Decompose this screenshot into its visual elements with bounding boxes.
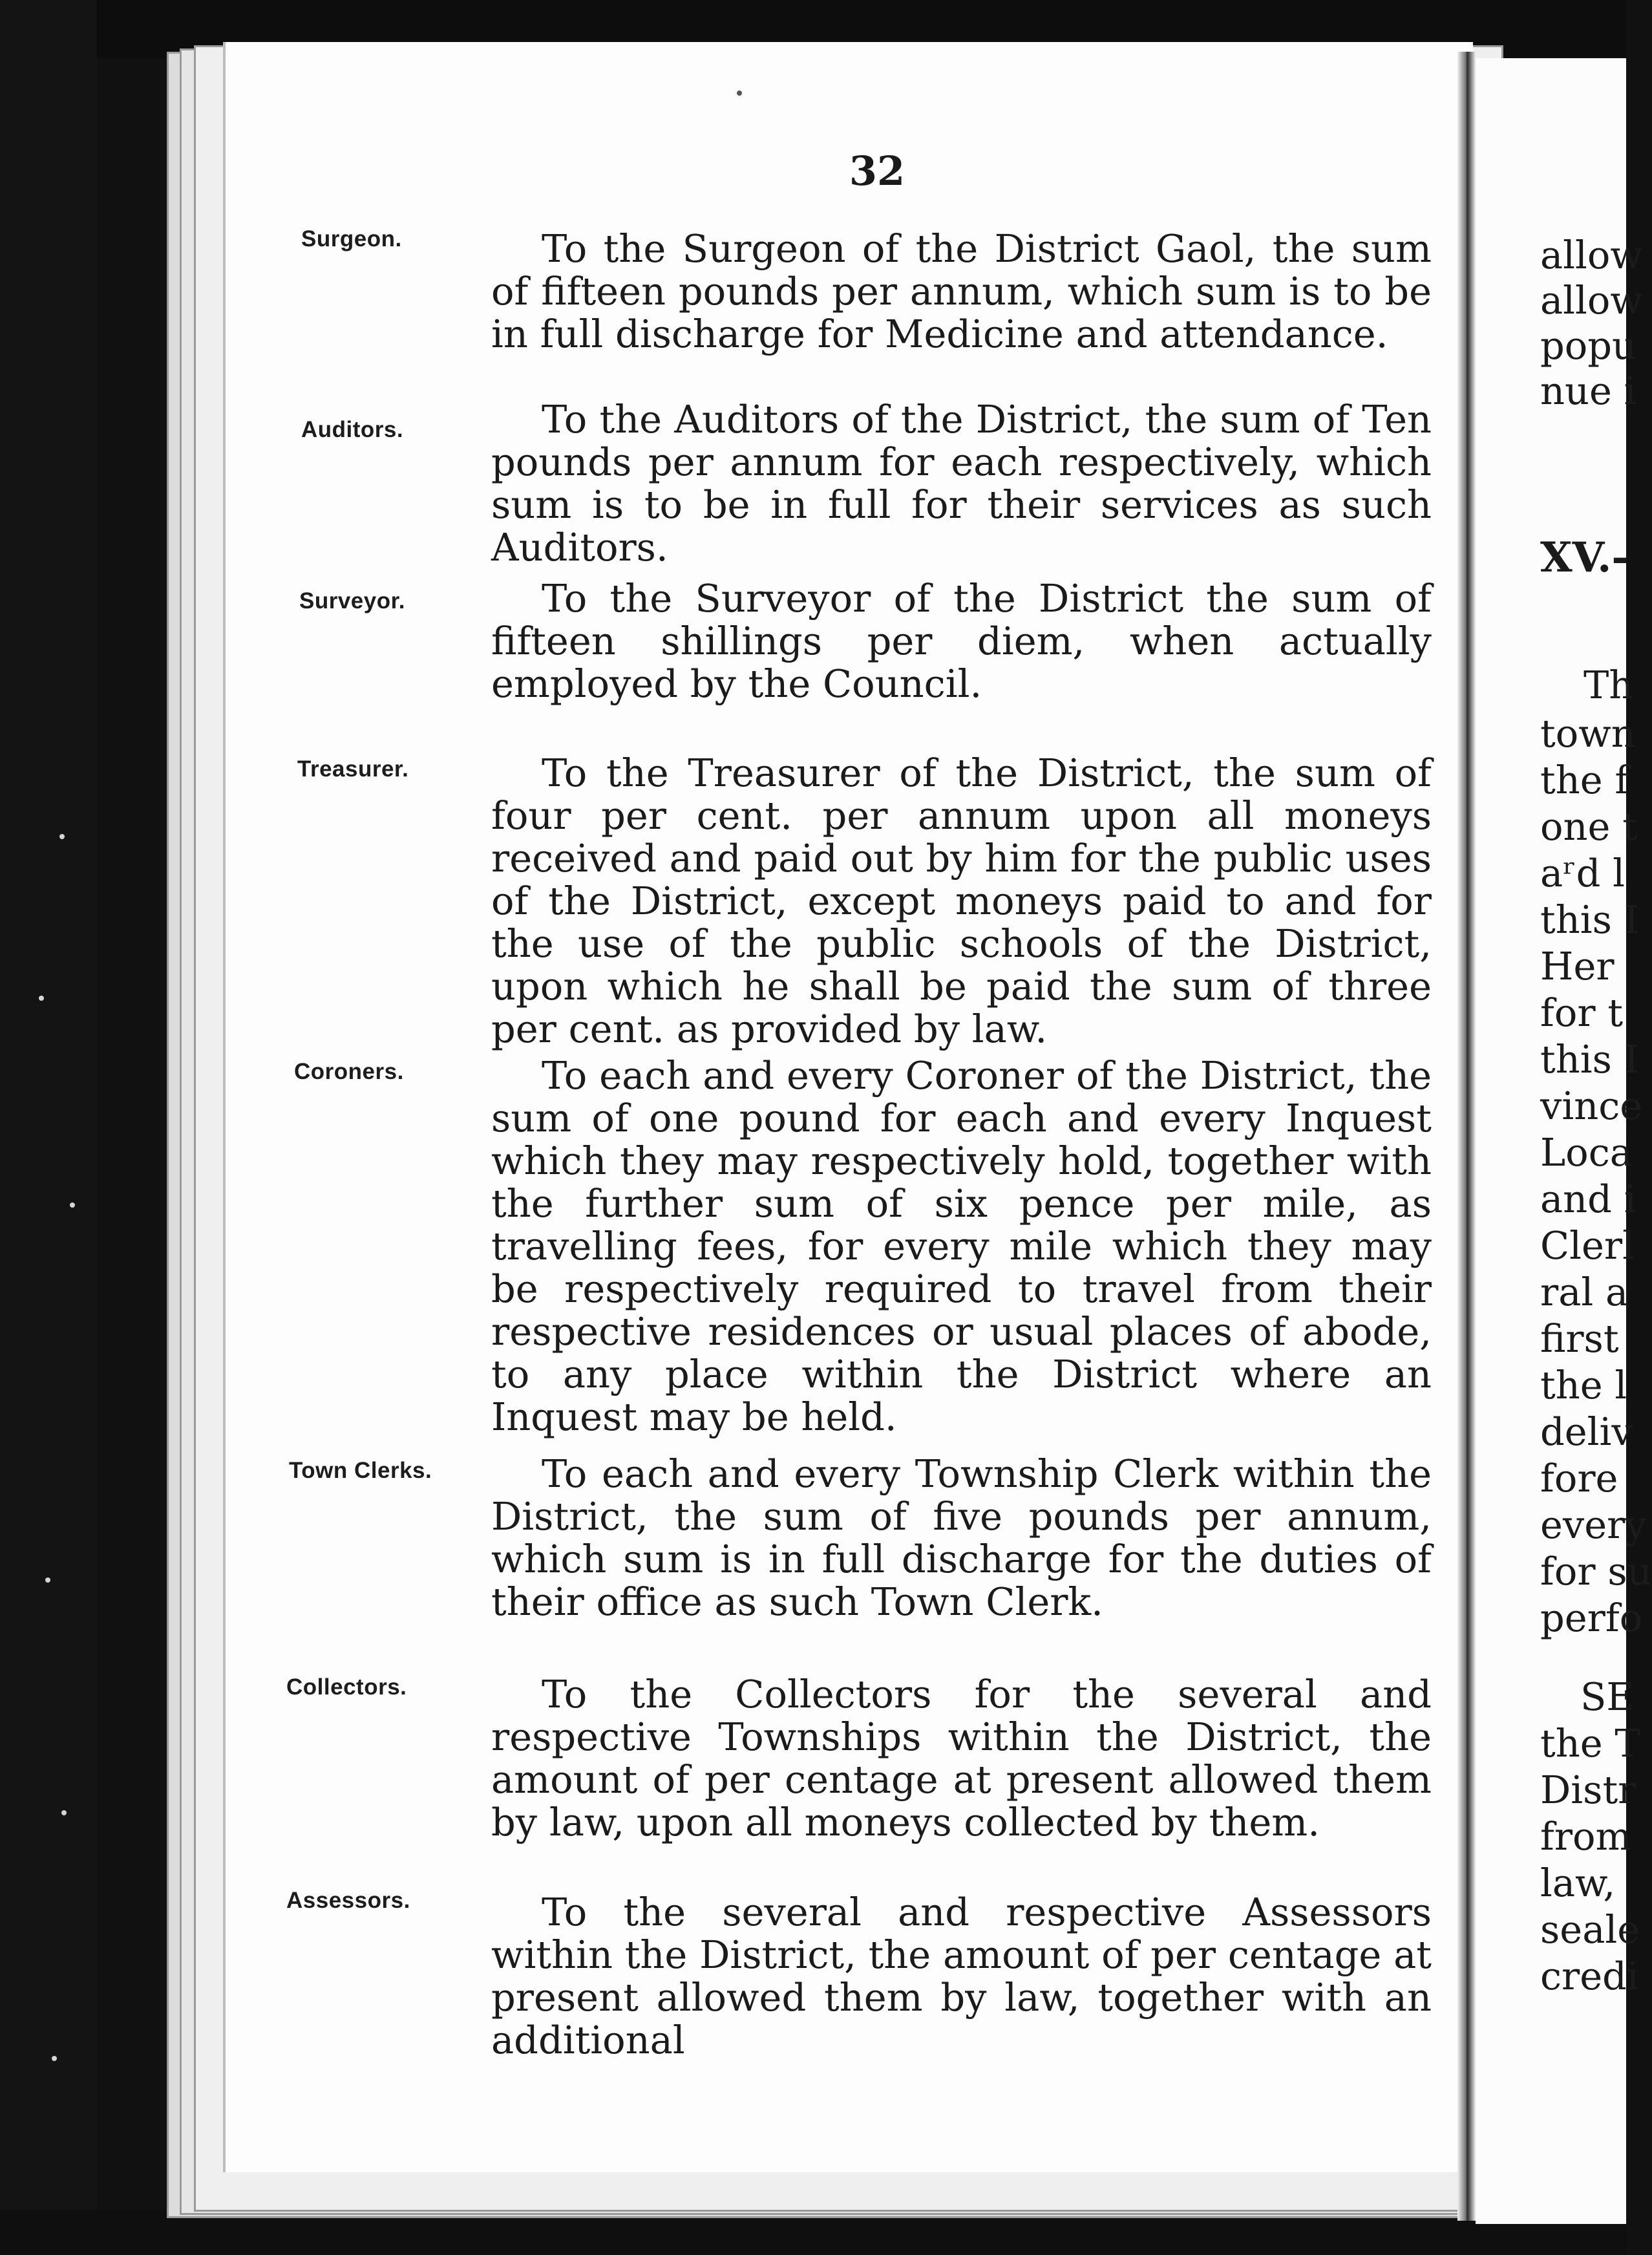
paragraph-assessors: To the several and respective Assessors within the District, the amount of per centage at present allowed them by law, together with an additional [491,1890,1432,2062]
facing-page-line: Th [1583,663,1634,707]
facing-page-line: Clerl [1540,1223,1635,1268]
scan-speck [737,91,742,96]
margin-note-collectors: Collectors. [286,1674,407,1700]
paragraph-town-clerks: To each and every Township Clerk within the District, the sum of five pounds per annum, which sum is in full discharge for the duties of their office as such Town Clerk. [491,1451,1432,1624]
facing-page-line: vince [1540,1084,1643,1128]
facing-page-line: deliv [1540,1409,1633,1454]
facing-page-line: popu [1540,323,1637,368]
facing-page-line: Distr [1540,1768,1636,1812]
scan-speck [70,1202,75,1208]
scan-speck [45,1577,50,1583]
facing-page-line: nue i [1540,369,1636,413]
paragraph-collectors: To the Collectors for the several and respective Townships within the District, the amount of per centage at present allowed them by law, upon all moneys collected by them. [491,1672,1432,1844]
facing-page-line: aʳd l [1540,851,1626,895]
margin-note-coroners: Coroners. [294,1059,404,1084]
facing-page-line: credi [1540,1954,1639,1998]
facing-page-line: this I [1540,1037,1639,1082]
margin-note-auditors: Auditors. [301,417,404,442]
facing-page-heading: XV.- [1540,533,1629,582]
facing-page-line: for t [1540,990,1624,1035]
facing-page-line: SE [1580,1674,1635,1719]
scan-speck [59,834,65,839]
scan-speck [39,996,44,1001]
facing-page-line: and i [1540,1177,1636,1221]
scan-border-left [0,0,97,2255]
paragraph-coroners: To each and every Coroner of the District, the sum of one pound for each and every Inquest which they may respectively hold, together with the further sum of six pence per mile, as travelling fees, for every mile which they may be respectively required to travel from their respective residences or usual places of abode, to any place within the District where an Inquest may be held. [491,1053,1432,1439]
book-gutter [1457,52,1476,2221]
scan-speck [61,1810,67,1815]
margin-note-assessors: Assessors. [286,1888,410,1913]
facing-page-line: first [1540,1316,1619,1361]
facing-page-line: one t [1540,804,1638,849]
facing-page-line: from [1540,1814,1632,1859]
scan-speck [52,2056,57,2061]
facing-page-line: perfo [1540,1596,1643,1640]
facing-page-line: seale [1540,1907,1640,1952]
facing-page-line: for su [1540,1549,1652,1594]
margin-note-town-clerks: Town Clerks. [289,1458,432,1483]
facing-page-line: allow [1540,233,1643,277]
facing-page-line: the T [1540,1721,1640,1766]
paragraph-treasurer: To the Treasurer of the District, the sum of four per cent. per annum upon all moneys received and paid out by him for the public uses of the District, except moneys paid to and for the use of the public schools of the District, upon which he shall be paid the sum of three per cent. as provided by law. [491,751,1432,1051]
facing-page-line: Loca [1540,1130,1633,1175]
facing-page-line: town [1540,711,1636,756]
paragraph-auditors: To the Auditors of the District, the sum of Ten pounds per annum for each respectively, which sum is to be in full for their services as such Auditors. [491,397,1432,570]
facing-page-line: Her [1540,944,1615,989]
facing-page-line: fore [1540,1456,1618,1501]
facing-page-line: allow [1540,278,1643,323]
margin-note-surveyor: Surveyor. [299,588,406,614]
paragraph-surgeon: To the Surgeon of the District Gaol, the sum of fifteen pounds per annum, which sum is to be in full discharge for Medicine and attendance. [491,226,1432,356]
facing-page-line: law, [1540,1861,1616,1905]
facing-page-line: the l [1540,1363,1627,1407]
facing-page-line: this I [1540,897,1639,942]
paragraph-surveyor: To the Surveyor of the District the sum of fifteen shillings per diem, when actually employed by the Council. [491,576,1432,706]
page-number: 32 [849,147,905,195]
margin-note-surgeon: Surgeon. [301,226,402,251]
facing-page-line: every [1540,1502,1647,1547]
margin-note-treasurer: Treasurer. [297,756,409,782]
facing-page-line: ral a [1540,1270,1629,1314]
facing-page-line: the f [1540,758,1629,802]
